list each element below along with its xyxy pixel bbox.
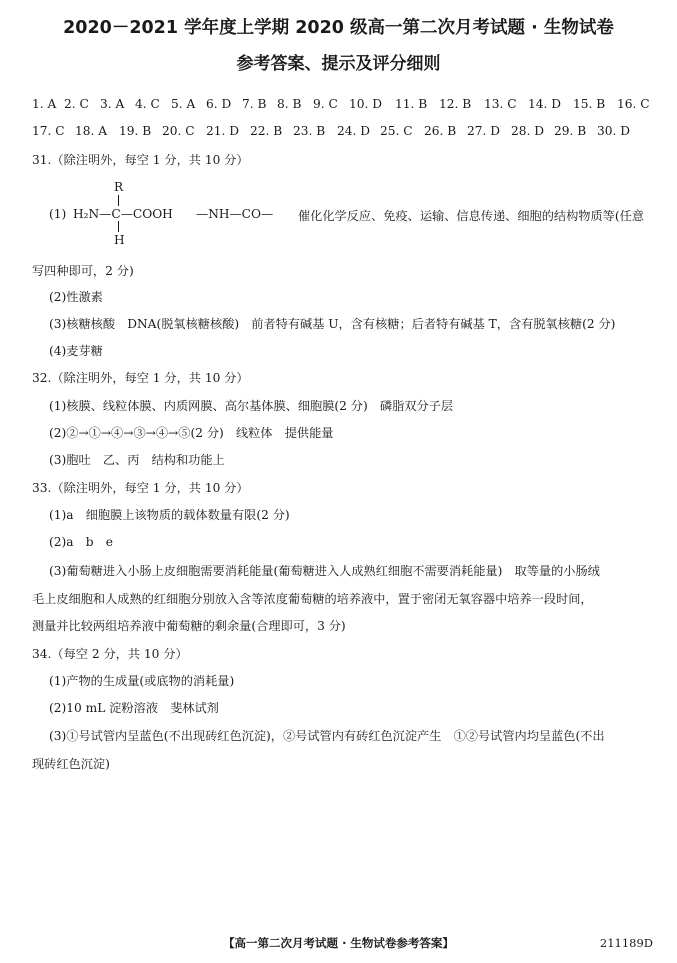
q33-part3-line1: (3)葡萄糖进入小肠上皮细胞需要消耗能量(葡萄糖进入人成熟红细胞不需要消耗能量) 取等量的小肠绒 [49, 564, 600, 578]
mc-answer: 16. C [617, 97, 650, 111]
q31-heading: 31.（除注明外，每空 1 分，共 10 分） [32, 153, 249, 167]
mc-answer: 6. D [206, 97, 232, 111]
bond-line-top [118, 195, 119, 206]
mc-answer: 10. D [349, 97, 383, 111]
q31-part2: (2)性激素 [49, 290, 103, 304]
mc-answer: 8. B [277, 97, 302, 111]
q32-part1: (1)核膜、线粒体膜、内质网膜、高尔基体膜、细胞膜(2 分) 磷脂双分子层 [49, 399, 454, 413]
q32-part2: (2)②→①→④→③→④→⑤(2 分) 线粒体 提供能量 [49, 426, 334, 440]
document-code: 211189D [599, 936, 653, 950]
mc-answer: 7. B [242, 97, 267, 111]
mc-answer: 25. C [380, 124, 413, 138]
peptide-bond: —NH—CO— [196, 207, 274, 221]
mc-answer: 9. C [313, 97, 338, 111]
mc-answer: 19. B [119, 124, 152, 138]
mc-answer: 18. A [75, 124, 108, 138]
q34-part2: (2)10 mL 淀粉溶液 斐林试剂 [49, 701, 219, 715]
q31-part3: (3)核糖核酸 DNA(脱氧核糖核酸) 前者特有碱基 U，含有核糖；后者特有碱基 T，含有脱氧核糖(2 分) [49, 317, 616, 331]
mc-answer: 1. A [32, 97, 57, 111]
mc-answer: 22. B [250, 124, 283, 138]
mc-answer: 20. C [162, 124, 195, 138]
bond-line-bottom [118, 221, 119, 232]
q34-part3-line1: (3)①号试管内呈蓝色(不出现砖红色沉淀)，②号试管内有砖红色沉淀产生 ①②号试管内均呈蓝色(不出 [49, 729, 605, 743]
mc-answer: 3. A [100, 97, 125, 111]
q34-part1: (1)产物的生成量(或底物的消耗量) [49, 674, 235, 688]
q33-part1: (1)a 细胞膜上该物质的载体数量有限(2 分) [49, 508, 290, 522]
q33-part3-line3: 测量并比较两组培养液中葡萄糖的剩余量(合理即可，3 分) [32, 619, 346, 633]
q34-heading: 34.（每空 2 分，共 10 分） [32, 647, 188, 661]
q31-part1-label: (1) [49, 207, 67, 221]
amino-acid-r-group: R [114, 180, 124, 194]
mc-answer: 13. C [484, 97, 517, 111]
q33-part3-line2: 毛上皮细胞和人成熟的红细胞分别放入含等浓度葡萄糖的培养液中，置于密闭无氧容器中培养一段时间， [32, 592, 593, 606]
mc-answer: 4. C [135, 97, 160, 111]
q32-part3: (3)胞吐 乙、丙 结构和功能上 [49, 453, 225, 467]
mc-answer: 30. D [597, 124, 631, 138]
q31-functions-cont: 写四种即可，2 分) [32, 264, 134, 278]
mc-answer: 17. C [32, 124, 65, 138]
mc-answer: 14. D [528, 97, 562, 111]
page-title: 2020－2021 学年度上学期 2020 级高一第二次月考试题 · 生物试卷 [63, 18, 614, 38]
q34-part3-line2: 现砖红色沉淀) [32, 757, 110, 771]
q33-heading: 33.（除注明外，每空 1 分，共 10 分） [32, 481, 249, 495]
mc-answer: 11. B [395, 97, 428, 111]
q31-protein-functions: 催化化学反应、免疫、运输、信息传递、细胞的结构物质等(任意 [298, 209, 645, 223]
mc-answer: 15. B [573, 97, 606, 111]
amino-acid-h-group: H [114, 233, 125, 247]
page-footer: 【高一第二次月考试题 · 生物试卷参考答案】 [223, 936, 454, 950]
mc-answer: 24. D [337, 124, 371, 138]
mc-answer: 28. D [511, 124, 545, 138]
amino-acid-formula: H₂N—C—COOH [73, 207, 173, 221]
mc-answer: 5. A [171, 97, 196, 111]
mc-answer: 23. B [293, 124, 326, 138]
mc-answer: 12. B [439, 97, 472, 111]
q31-part4: (4)麦芽糖 [49, 344, 103, 358]
q33-part2: (2)a b e [49, 535, 113, 549]
mc-answer: 26. B [424, 124, 457, 138]
mc-answer: 29. B [554, 124, 587, 138]
mc-answer: 27. D [467, 124, 501, 138]
q32-heading: 32.（除注明外，每空 1 分，共 10 分） [32, 371, 249, 385]
mc-answer: 2. C [64, 97, 89, 111]
mc-answer: 21. D [206, 124, 240, 138]
page-subtitle: 参考答案、提示及评分细则 [236, 54, 441, 74]
